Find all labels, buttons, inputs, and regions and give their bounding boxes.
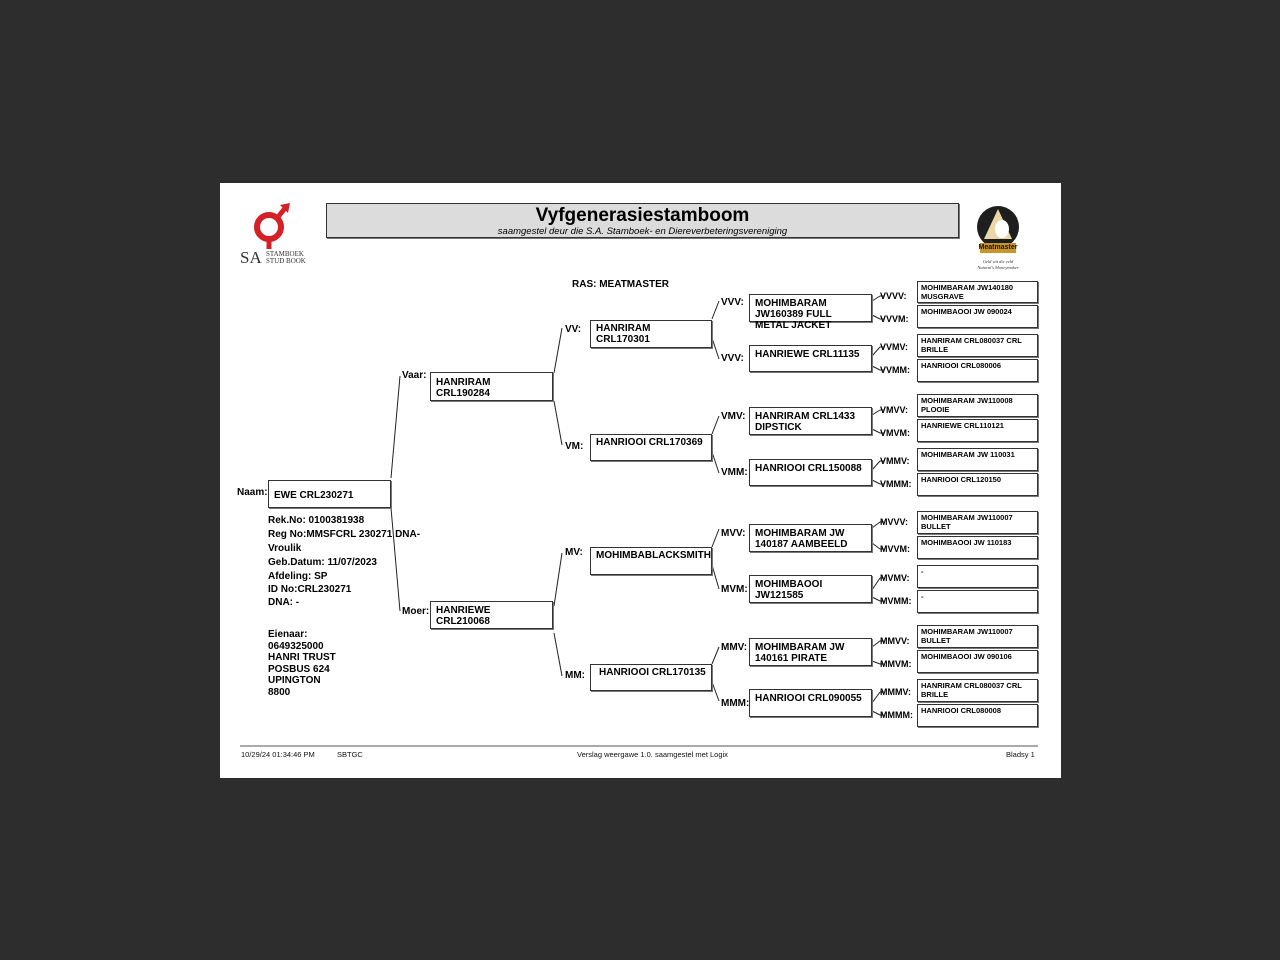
owner-postbox: POSBUS 624 — [268, 663, 330, 675]
detail-reg-no: Reg No:MMSFCRL 230271 DNA- — [268, 529, 421, 540]
subject-details — [268, 514, 420, 609]
sire-name-box: HANRIRAM CRL190284 — [430, 372, 553, 401]
gen5-label-9: MVVV: — [880, 517, 909, 527]
dam-name-box: HANRIEWE CRL210068 — [430, 601, 553, 629]
gen4-box-7: MOHIMBARAM JW 140161 PIRATE — [749, 638, 872, 666]
gen5-box-16: HANRIOOI CRL080008 — [917, 704, 1038, 727]
gen4-box-6: MOHIMBAOOI JW121585 — [749, 575, 872, 603]
detail-sex: Vroulik — [268, 543, 302, 554]
gen5-box-7: MOHIMBARAM JW 110031 — [917, 448, 1038, 471]
meatmaster-tagline1: Geld wit die veld — [982, 259, 1014, 264]
gen5-box-13: MOHIMBARAM JW110007 BULLET — [917, 625, 1038, 648]
gen4-label-8: MMM: — [721, 698, 750, 709]
footer-code: SBTGC — [337, 750, 363, 759]
gen5-label-10: MVVM: — [880, 544, 910, 554]
gen5-label-8: VMMM: — [880, 479, 912, 489]
gen5-label-14: MMVM: — [880, 659, 912, 669]
gen5-box-8: HANRIOOI CRL120150 — [917, 473, 1038, 496]
gen5-box-5: MOHIMBARAM JW110008 PLOOIE — [917, 394, 1038, 417]
gen4-label-6: MVM: — [721, 584, 748, 595]
detail-dna: DNA: - — [268, 597, 300, 608]
gen3-label-vv: VV: — [565, 324, 582, 335]
gen3-box-mm: HANRIOOI CRL170135 — [590, 664, 712, 691]
gen5-box-1: MOHIMBARAM JW140180 MUSGRAVE — [917, 281, 1038, 303]
owner-town: UPINGTON — [268, 675, 321, 686]
gen4-box-3: HANRIRAM CRL1433 DIPSTICK — [749, 407, 872, 435]
gen3-label-mm: MM: — [565, 670, 585, 681]
gen5-label-5: VMVV: — [880, 405, 909, 415]
gen3-box-vm: HANRIOOI CRL170369 — [590, 434, 712, 461]
dam-label: Moer: — [402, 606, 430, 617]
gen5-label-1: VVVV: — [880, 291, 907, 301]
footer-page-number: Bladsy 1 — [1006, 750, 1035, 759]
meatmaster-logo-name: Meatmaster — [978, 244, 1018, 251]
owner-postcode: 8800 — [268, 686, 291, 698]
gen3-box-mv: MOHIMBABLACKSMITH — [590, 547, 712, 575]
owner-label: Eienaar: — [268, 629, 308, 640]
detail-id-no: ID No:CRL230271 — [268, 584, 352, 595]
owner-details — [268, 629, 336, 698]
gen3-box-vv: HANRIRAM CRL170301 — [590, 320, 712, 348]
gen4-box-8: HANRIOOI CRL090055 — [749, 689, 872, 717]
gen5-label-11: MVMV: — [880, 573, 910, 583]
sa-logo-line1: STAMBOEK — [266, 250, 304, 258]
sa-logo-line2: STUD BOOK — [266, 257, 306, 265]
sire-label: Vaar: — [402, 370, 427, 381]
gen4-label-5: MVV: — [721, 528, 746, 539]
gen5-label-12: MVMM: — [880, 596, 912, 606]
owner-name: HANRI TRUST — [268, 652, 336, 663]
gen5-box-10: MOHIMBAOOI JW 110183 — [917, 536, 1038, 559]
gen5-box-12: - — [917, 590, 1038, 613]
gen3-label-mv: MV: — [565, 547, 583, 558]
title-banner — [326, 203, 959, 238]
gen5-box-2: MOHIMBAOOI JW 090024 — [917, 305, 1038, 328]
gen5-box-14: MOHIMBAOOI JW 090106 — [917, 650, 1038, 673]
breed-label: RAS: MEATMASTER — [572, 279, 670, 290]
owner-phone: 0649325000 — [268, 640, 324, 652]
gen4-label-1: VVV: — [721, 297, 744, 308]
page-title: Vyfgenerasiestamboom — [535, 205, 750, 226]
gen5-label-6: VMVM: — [880, 428, 910, 438]
gen4-box-2: HANRIEWE CRL11135 — [749, 345, 872, 372]
gen5-label-15: MMMV: — [880, 687, 911, 697]
gen4-label-7: MMV: — [721, 642, 748, 653]
gen5-label-4: VVMM: — [880, 365, 910, 375]
detail-rek-no: Rek.No: 0100381938 — [268, 515, 365, 526]
page-subtitle: saamgestel deur die S.A. Stamboek- en Diereverbeteringsvereniging — [497, 226, 788, 237]
subject-name-box: EWE CRL230271 — [268, 480, 391, 508]
gen5-label-2: VVVM: — [880, 314, 909, 324]
gen5-box-15: HANRIRAM CRL080037 CRL BRILLE — [917, 679, 1038, 702]
subject-label: Naam: — [237, 487, 268, 498]
footer-datetime: 10/29/24 01:34:46 PM — [241, 750, 315, 759]
sa-logo-mark: SA — [240, 248, 262, 267]
gen5-label-7: VMMV: — [880, 456, 910, 466]
gen5-label-13: MMVV: — [880, 636, 910, 646]
meatmaster-tagline2: Natural's Moneymaker — [977, 265, 1019, 270]
gen4-label-2: VVV: — [721, 353, 744, 364]
gen4-box-4: HANRIOOI CRL150088 — [749, 459, 872, 486]
meatmaster-logo — [968, 203, 1028, 275]
pedigree-page — [220, 183, 1061, 778]
gen5-box-4: HANRIOOI CRL080006 — [917, 359, 1038, 382]
sa-stamboek-symbol-icon — [240, 203, 310, 249]
gen5-label-3: VVMV: — [880, 342, 909, 352]
sa-stamboek-logo — [240, 203, 310, 269]
gen5-box-3: HANRIRAM CRL080037 CRL BRILLE — [917, 334, 1038, 357]
detail-division: Afdeling: SP — [268, 571, 328, 582]
gen5-box-9: MOHIMBARAM JW110007 BULLET — [917, 511, 1038, 534]
gen4-box-1: MOHIMBARAM JW160389 FULL METAL JACKET — [749, 294, 872, 322]
detail-birth-date: Geb.Datum: 11/07/2023 — [268, 557, 377, 568]
gen5-box-6: HANRIEWE CRL110121 — [917, 419, 1038, 442]
gen5-label-16: MMMM: — [880, 710, 913, 720]
gen4-label-4: VMM: — [721, 467, 748, 478]
footer-version: Verslag weergawe 1.0. saamgestel met Logix — [577, 750, 728, 759]
gen4-box-5: MOHIMBARAM JW 140187 AAMBEELD — [749, 524, 872, 552]
gen5-box-11: - — [917, 565, 1038, 588]
gen3-label-vm: VM: — [565, 441, 584, 452]
gen4-label-3: VMV: — [721, 411, 746, 422]
